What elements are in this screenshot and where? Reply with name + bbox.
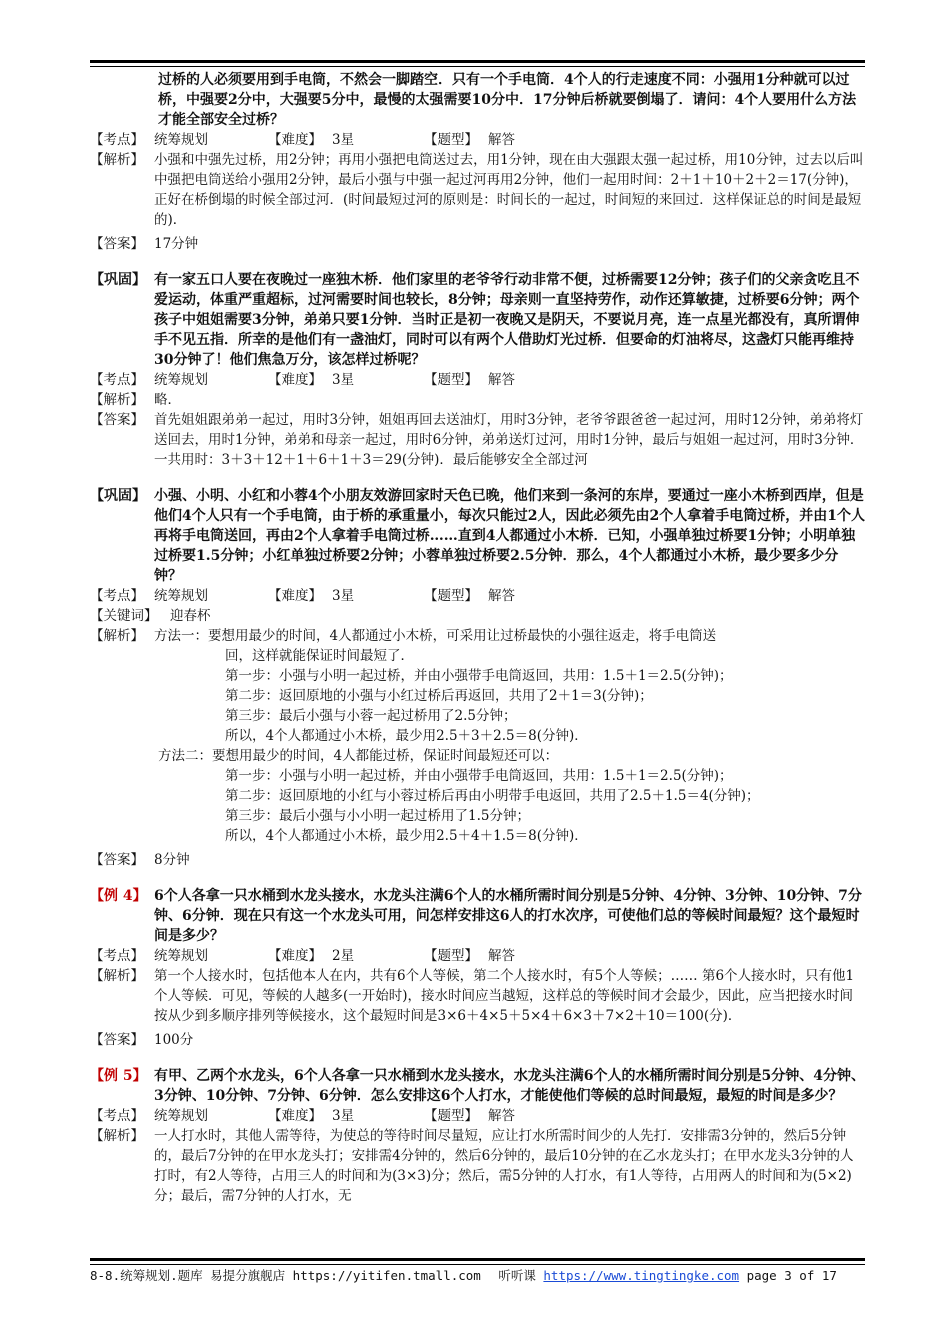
jiexi-label: 【解析】 bbox=[90, 1128, 144, 1144]
jiexi-label: 【解析】 bbox=[90, 392, 144, 408]
jiexi-text: 第一个人接水时，包括他本人在内，共有6个人等候，第二个人接水时，有5个人等候；…… 第6个人接水时，只有他1个人等候．可见，等候的人越多(一开始时)，接水时间应当越短，这样总的等候时间才会最少，因此，应当把接水时间按从少到多顺序排列等候接水，这个最短时间是3×6＋4×5＋5×4＋6×3＋7×2＋10＝100(分)． bbox=[154, 968, 855, 1024]
tixing-label: 【题型】 bbox=[424, 1108, 478, 1124]
example-tag: 【例 5】 bbox=[90, 1068, 147, 1084]
method-one-step: 第三步：最后小强与小蓉一起过桥用了2.5分钟； bbox=[225, 708, 517, 724]
question-text: 小强、小明、小红和小蓉4个小朋友效游回家时天色已晚，他们来到一条河的东岸，要通过一座小木桥到西岸，但是他们4个人只有一个手电筒，由于桥的承重量小，每次只能过2人，因此必须先由2个人拿着手电筒过桥，并由1个人再将手电筒送回，再由2个人拿着手电筒过桥……直到4人都通过小木桥．已知，小强单独过桥要1分钟；小明单独过桥要1.5分钟；小红单独过桥要2分钟；小蓉单独过桥要2.5分钟．那么，4个人都通过小木桥，最少要多少分钟？ bbox=[154, 488, 865, 584]
footer-rule bbox=[90, 1258, 865, 1261]
method-two-step: 第二步：返回原地的小红与小蓉过桥后再由小明带手电返回，共用了2.5＋1.5＝4(分钟)； bbox=[225, 788, 760, 804]
method-two-step: 第三步：最后小强与小小明一起过桥用了1.5分钟； bbox=[225, 808, 530, 824]
answer-row bbox=[90, 850, 865, 870]
kaodian-label: 【考点】 bbox=[90, 1108, 144, 1124]
example-tag: 【例 4】 bbox=[90, 888, 147, 904]
tixing-value: 解答 bbox=[488, 1108, 515, 1124]
kaodian-label: 【考点】 bbox=[90, 132, 144, 148]
nandu-label: 【难度】 bbox=[268, 372, 322, 388]
kaodian-value: 统筹规划 bbox=[154, 588, 208, 604]
document-body bbox=[90, 70, 865, 1206]
keyword-value: 迎春杯 bbox=[170, 608, 211, 624]
page-footer bbox=[90, 1266, 865, 1284]
nandu-value: 3星 bbox=[332, 588, 355, 604]
keyword-label: 【关键词】 bbox=[90, 608, 158, 624]
nandu-value: 3星 bbox=[332, 1108, 355, 1124]
tixing-label: 【题型】 bbox=[424, 132, 478, 148]
jiexi-text: 一人打水时，其他人需等待，为使总的等待时间尽量短，应让打水所需时间少的人先打．安排需3分钟的，然后5分钟的，最后7分钟的在甲水龙头打；安排需4分钟的，然后6分钟的，最后10分钟的在乙水龙头打；在甲水龙头3分钟的人打时，有2人等待，占用三人的时间和为(3×3)分；然后，需5分钟的人打水，有1人等待，占用两人的时间和为(5×2)分；最后，需7分钟的人打水，无 bbox=[154, 1128, 854, 1204]
example-text: 6个人各拿一只水桶到水龙头接水，水龙头注满6个人的水桶所需时间分别是5分钟、4分钟、3分钟、10分钟、7分钟、6分钟．现在只有这一个水龙头可用，问怎样安排这6人的打水次序，可使他们总的等候时间最短？这个最短时间是多少？ bbox=[154, 888, 862, 944]
tixing-label: 【题型】 bbox=[424, 588, 478, 604]
tixing-value: 解答 bbox=[488, 132, 515, 148]
meta-row bbox=[90, 586, 865, 606]
kaodian-value: 统筹规划 bbox=[154, 948, 208, 964]
nandu-value: 3星 bbox=[332, 372, 355, 388]
daan-label: 【答案】 bbox=[90, 852, 144, 868]
method-two-head: 方法二：要想用最少的时间，4人都能过桥，保证时间最短还可以： bbox=[158, 748, 559, 764]
kaodian-label: 【考点】 bbox=[90, 948, 144, 964]
kaodian-value: 统筹规划 bbox=[154, 372, 208, 388]
question-block bbox=[90, 486, 865, 586]
nandu-label: 【难度】 bbox=[268, 1108, 322, 1124]
jiexi-text: 略． bbox=[154, 392, 181, 408]
question-tag: 【巩固】 bbox=[90, 488, 146, 504]
header-rule-thin bbox=[90, 66, 865, 67]
analysis-row bbox=[90, 1126, 865, 1206]
question-block bbox=[90, 270, 865, 370]
meta-row bbox=[90, 946, 865, 966]
analysis-row bbox=[90, 966, 865, 1026]
nandu-value: 2星 bbox=[332, 948, 355, 964]
kaodian-label: 【考点】 bbox=[90, 588, 144, 604]
answer-row bbox=[90, 1030, 865, 1050]
method-one-step: 第一步：小强与小明一起过桥，并由小强带手电筒返回，共用：1.5＋1＝2.5(分钟)； bbox=[225, 668, 733, 684]
kaodian-label: 【考点】 bbox=[90, 372, 144, 388]
nandu-label: 【难度】 bbox=[268, 132, 322, 148]
analysis-row bbox=[90, 390, 865, 410]
tixing-value: 解答 bbox=[488, 372, 515, 388]
jiexi-text: 小强和中强先过桥，用2分钟；再用小强把电筒送过去，用1分钟，现在由大强跟太强一起过桥，用10分钟，过去以后叫中强把电筒送给小强用2分钟，最后小强与中强一起过河再用2分钟，他们一起用时间：2＋1＋10＋2＋2＝17(分钟)，正好在桥倒塌的时候全部过河．(时间最短过河的原则是：时间长的一起过，时间短的来回过．这样保证总的时间是最短的)． bbox=[154, 152, 864, 228]
tixing-label: 【题型】 bbox=[424, 948, 478, 964]
method-two-step: 第一步：小强与小明一起过桥，并由小强带手电筒返回，共用：1.5＋1＝2.5(分钟)； bbox=[225, 768, 733, 784]
jiexi-label: 【解析】 bbox=[90, 152, 144, 168]
nandu-label: 【难度】 bbox=[268, 588, 322, 604]
tixing-value: 解答 bbox=[488, 948, 515, 964]
keyword-row bbox=[90, 606, 865, 626]
analysis-row bbox=[90, 626, 865, 646]
method-one-step: 第二步：返回原地的小强与小红过桥后再返回，共用了2＋1＝3(分钟)； bbox=[225, 688, 653, 704]
answer-row bbox=[90, 410, 865, 470]
daan-text: 首先姐姐跟弟弟一起过，用时3分钟，姐姐再回去送油灯，用时3分钟，老爷爷跟爸爸一起过河，用时12分钟，弟弟将灯送回去，用时1分钟，弟弟和母亲一起过，用时6分钟，弟弟送灯过河，用时1分钟，最后与姐姐一起过河，用时3分钟．一共用时：3＋3＋12＋1＋6＋1＋3＝29(分钟)．最后能够安全全部过河 bbox=[154, 412, 864, 468]
header-rule bbox=[90, 60, 865, 63]
page-number: page 3 of 17 bbox=[746, 1268, 837, 1283]
method-one-head: 方法一：要想用最少的时间，4人都通过小木桥，可采用让过桥最快的小强往返走，将手电筒送 bbox=[154, 628, 717, 644]
daan-text: 17分钟 bbox=[154, 236, 199, 252]
meta-row bbox=[90, 130, 865, 150]
meta-row bbox=[90, 1106, 865, 1126]
daan-label: 【答案】 bbox=[90, 1032, 144, 1048]
meta-row bbox=[90, 370, 865, 390]
method-one-step: 所以，4个人都通过小木桥，最少用2.5＋3＋2.5＝8(分钟)． bbox=[225, 728, 588, 744]
method-two-step: 所以，4个人都通过小木桥，最少用2.5＋4＋1.5＝8(分钟)． bbox=[225, 828, 588, 844]
example-text: 有甲、乙两个水龙头，6个人各拿一只水桶到水龙头接水，水龙头注满6个人的水桶所需时间分别是5分钟、4分钟、3分钟、10分钟、7分钟、6分钟．怎么安排这6个人打水，才能使他们等候的总时间最短，最短的时间是多少？ bbox=[154, 1068, 865, 1104]
analysis-row bbox=[90, 150, 865, 230]
footer-brand: 听听课 bbox=[498, 1268, 536, 1283]
footer-rule-thin bbox=[90, 1264, 865, 1265]
nandu-label: 【难度】 bbox=[268, 948, 322, 964]
daan-label: 【答案】 bbox=[90, 412, 144, 428]
nandu-value: 3星 bbox=[332, 132, 355, 148]
example-block bbox=[90, 886, 865, 946]
daan-label: 【答案】 bbox=[90, 236, 144, 252]
kaodian-value: 统筹规划 bbox=[154, 132, 208, 148]
footer-source: 8-8.统筹规划.题库 易提分旗舰店 https://yitifen.tmall.com bbox=[90, 1268, 481, 1283]
method-one-cont: 回，这样就能保证时间最短了． bbox=[225, 648, 414, 664]
question-tag: 【巩固】 bbox=[90, 272, 146, 288]
footer-link[interactable]: https://www.tingtingke.com bbox=[543, 1268, 740, 1283]
daan-text: 100分 bbox=[154, 1032, 194, 1048]
example-block bbox=[90, 1066, 865, 1106]
answer-row bbox=[90, 234, 865, 254]
tixing-value: 解答 bbox=[488, 588, 515, 604]
question-text: 有一家五口人要在夜晚过一座独木桥．他们家里的老爷爷行动非常不便，过桥需要12分钟；孩子们的父亲贪吃且不爱运动，体重严重超标，过河需要时间也较长，8分钟；母亲则一直坚持劳作，动作还算敏捷，过桥要6分钟；两个孩子中姐姐需要3分钟，弟弟只要1分钟．当时正是初一夜晚又是阴天，不要说月亮，连一点星光都没有，真所谓伸手不见五指．所幸的是他们有一盏油灯，同时可以有两个人借助灯光过桥．但要命的灯油将尽，这盏灯只能再维持30分钟了！他们焦急万分，该怎样过桥呢？ bbox=[154, 272, 860, 368]
tixing-label: 【题型】 bbox=[424, 372, 478, 388]
kaodian-value: 统筹规划 bbox=[154, 1108, 208, 1124]
jiexi-label: 【解析】 bbox=[90, 968, 144, 984]
jiexi-label: 【解析】 bbox=[90, 628, 144, 644]
daan-text: 8分钟 bbox=[154, 852, 190, 868]
question-text: 过桥的人必须要用到手电筒，不然会一脚踏空．只有一个手电筒．4个人的行走速度不同：小强用1分种就可以过桥，中强要2分中，大强要5分中，最慢的太强需要10分中．17分钟后桥就要倒塌了．请问：4个人要用什么方法才能全部安全过桥？ bbox=[158, 72, 857, 128]
